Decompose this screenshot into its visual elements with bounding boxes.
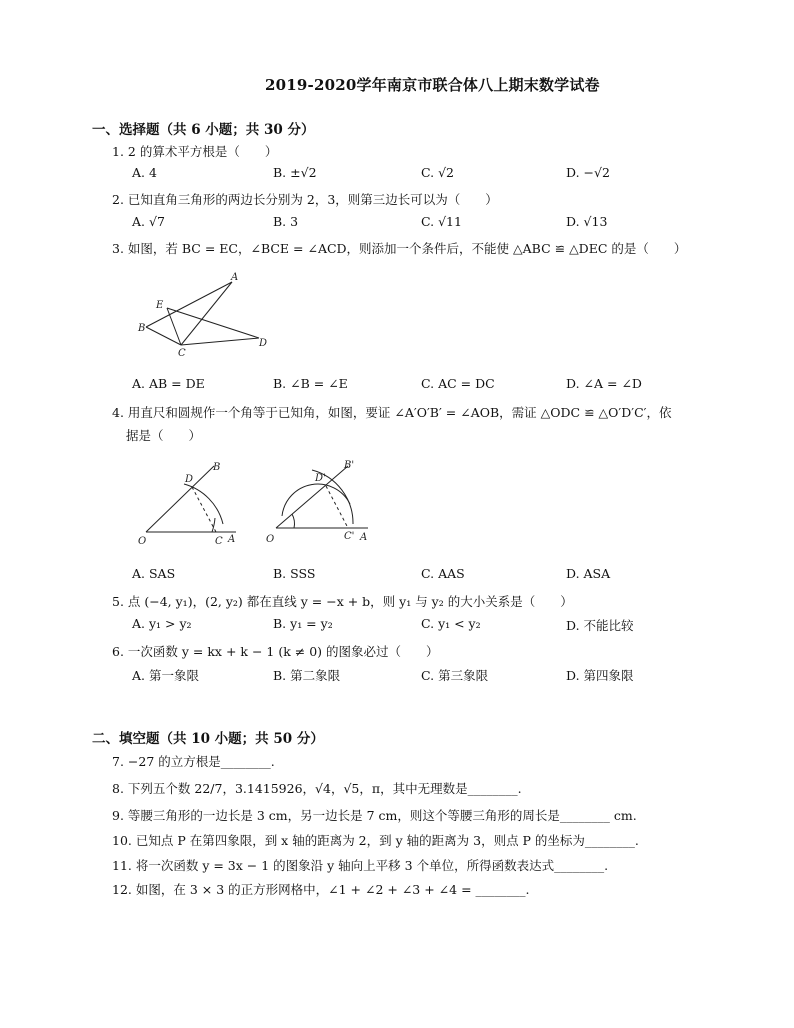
point-a-label: A (228, 534, 236, 545)
question-4-option-c[interactable]: C. AAS (421, 566, 465, 581)
point-d-label: D (259, 338, 268, 349)
point-a-prime-label: A (360, 532, 368, 543)
question-3-option-d[interactable]: D. ∠A = ∠D (566, 376, 642, 391)
arc-construction (282, 484, 350, 516)
section-choice-header: 一、选择题（共 6 小题；共 30 分） (92, 122, 315, 138)
point-o-prime-label: O (266, 534, 275, 545)
question-2-option-b[interactable]: B. 3 (273, 214, 299, 229)
question-5-option-d[interactable]: D. 不能比较 (566, 618, 634, 633)
point-b-prime-label: B' (344, 460, 355, 471)
question-6-stem: 6. 一次函数 y = kx + k − 1 (k ≠ 0) 的图象必过（ ） (112, 644, 439, 659)
question-4-stem: 4. 用直尺和圆规作一个角等于已知角，如图，要证 ∠A′O′B′ = ∠AOB，需证 △ODC ≌ △O′D′C′，依 (112, 405, 672, 420)
question-5-stem: 5. 点 (−4, y₁)，(2, y₂) 都在直线 y = −x + b，则 y₁ 与 y₂ 的大小关系是（ ） (112, 594, 573, 609)
dashed-d-c (326, 486, 348, 528)
question-5-option-c[interactable]: C. y₁ < y₂ (421, 616, 481, 631)
point-e-label: E (156, 300, 164, 311)
question-6-option-d[interactable]: D. 第四象限 (566, 668, 634, 683)
question-4-stem-continued: 据是（ ） (126, 428, 202, 443)
question-3-stem: 3. 如图，若 BC = EC，∠BCE = ∠ACD，则添加一个条件后，不能使 △ABC ≌ △DEC 的是（ ） (112, 241, 687, 256)
question-2-option-c[interactable]: C. √11 (421, 214, 462, 229)
question-4-figure-left (136, 458, 246, 550)
point-c-label: C (215, 536, 223, 547)
question-3-figure (135, 270, 275, 360)
question-2-stem: 2. 已知直角三角形的两边长分别为 2，3，则第三边长可以为（ ） (112, 192, 498, 207)
question-1-option-c[interactable]: C. √2 (421, 165, 454, 180)
question-5-option-b[interactable]: B. y₁ = y₂ (273, 616, 333, 631)
question-2-option-d[interactable]: D. √13 (566, 214, 608, 229)
point-d-label: D (185, 474, 194, 485)
point-c-prime-label: C' (344, 531, 355, 542)
question-5-option-a[interactable]: A. y₁ > y₂ (132, 616, 192, 631)
point-b-label: B (213, 462, 221, 473)
question-1-stem: 1. 2 的算术平方根是（ ） (112, 144, 278, 159)
question-7-stem: 7. −27 的立方根是________. (112, 754, 275, 769)
point-d-prime-label: D' (315, 473, 326, 484)
segment-cd (181, 338, 259, 345)
point-b-label: B (138, 323, 146, 334)
question-2-option-a[interactable]: A. √7 (132, 214, 165, 229)
segment-ec (167, 308, 181, 345)
ray-ob (146, 466, 214, 532)
question-4-option-a[interactable]: A. SAS (132, 566, 176, 581)
question-3-option-b[interactable]: B. ∠B = ∠E (273, 376, 348, 391)
segment-ca (181, 282, 232, 345)
question-6-option-a[interactable]: A. 第一象限 (132, 668, 199, 683)
question-1-option-b[interactable]: B. ±√2 (273, 165, 317, 180)
ray-o-b (276, 466, 348, 528)
question-4-option-d[interactable]: D. ASA (566, 566, 611, 581)
question-8-stem: 8. 下列五个数 22/7，3.1415926，√4，√5，π，其中无理数是________. (112, 781, 522, 796)
question-9-stem: 9. 等腰三角形的一边长是 3 cm，另一边长是 7 cm，则这个等腰三角形的周长是________ cm. (112, 808, 637, 823)
question-1-option-d[interactable]: D. −√2 (566, 165, 610, 180)
question-11-stem: 11. 将一次函数 y = 3x − 1 的图象沿 y 轴向上平移 3 个单位，所得函数表达式________. (112, 858, 609, 873)
small-arc-o (292, 514, 294, 528)
question-4-option-b[interactable]: B. SSS (273, 566, 316, 581)
question-3-option-a[interactable]: A. AB = DE (132, 376, 205, 391)
question-10-stem: 10. 已知点 P 在第四象限，到 x 轴的距离为 2，到 y 轴的距离为 3，则点 P 的坐标为________. (112, 833, 639, 848)
question-3-option-c[interactable]: C. AC = DC (421, 376, 495, 391)
question-1-option-a[interactable]: A. 4 (132, 165, 157, 180)
question-6-option-b[interactable]: B. 第二象限 (273, 668, 341, 683)
point-a-label: A (231, 272, 239, 283)
question-12-stem: 12. 如图，在 3 × 3 的正方形网格中，∠1 + ∠2 + ∠3 + ∠4 = ________. (112, 882, 530, 897)
section-fill-header: 二、填空题（共 10 小题；共 50 分） (92, 731, 324, 747)
point-c-label: C (178, 348, 186, 359)
segment-bc (146, 327, 181, 345)
question-6-option-c[interactable]: C. 第三象限 (421, 668, 489, 683)
segment-ed (167, 308, 259, 338)
point-o-label: O (138, 536, 147, 547)
question-4-figure-right (262, 458, 377, 550)
page-title: 2019-2020学年南京市联合体八上期末数学试卷 (265, 76, 600, 94)
